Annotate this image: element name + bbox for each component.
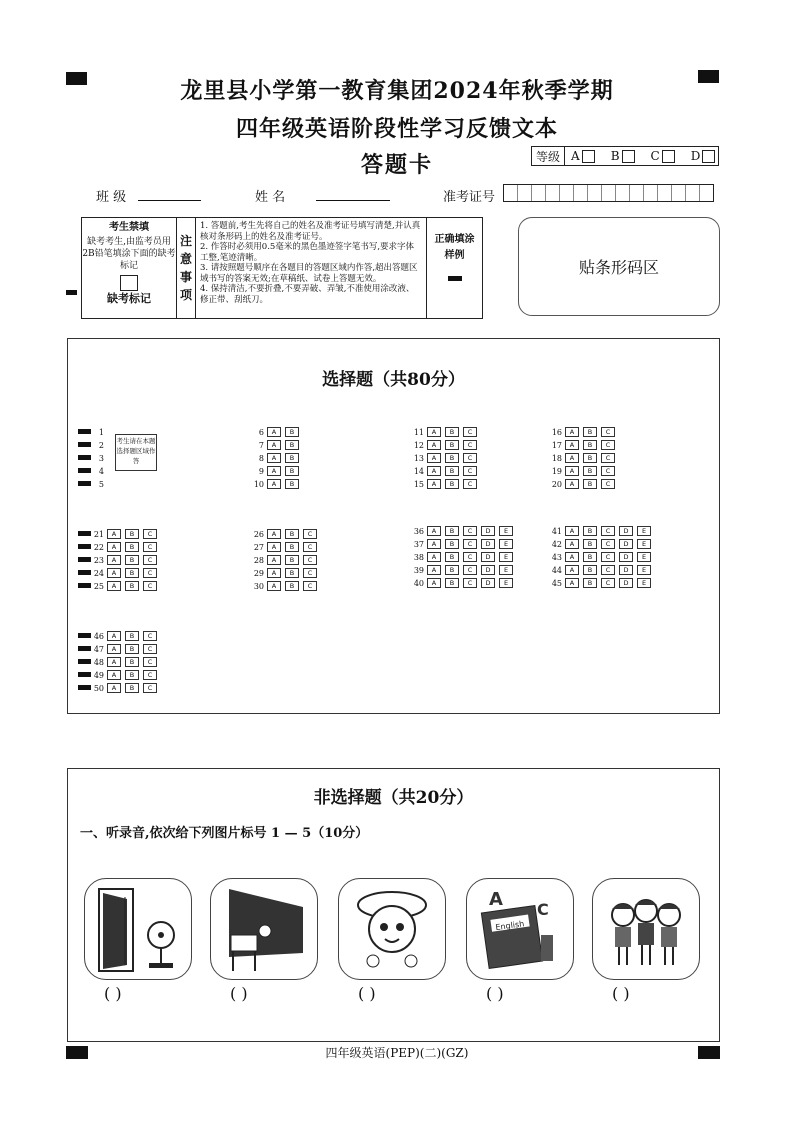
grade-checkbox[interactable] bbox=[702, 150, 715, 163]
answer-bubble[interactable]: A bbox=[267, 479, 281, 489]
question-number: 1 bbox=[98, 427, 104, 437]
answer-bubble[interactable]: E bbox=[499, 552, 513, 562]
exam-number-label: 准考证号 bbox=[443, 190, 496, 205]
answer-bubble[interactable]: D bbox=[481, 552, 495, 562]
answer-bubble[interactable]: D bbox=[619, 539, 633, 549]
answer-bubble[interactable]: B bbox=[445, 578, 459, 588]
answer-bubble[interactable]: B bbox=[125, 555, 139, 565]
answer-bubble[interactable]: C bbox=[143, 581, 157, 591]
answer-bubble[interactable]: B bbox=[583, 440, 597, 450]
fill-sample-mark bbox=[448, 276, 462, 281]
question-number: 28 bbox=[253, 555, 264, 565]
question-number: 41 bbox=[551, 526, 562, 536]
question-number: 19 bbox=[551, 466, 562, 476]
answer-bubble[interactable]: B bbox=[285, 466, 299, 476]
answer-bubble[interactable]: E bbox=[499, 578, 513, 588]
question-number: 36 bbox=[413, 526, 424, 536]
answer-area-note: 考生请在本题选择题区域作答 bbox=[115, 434, 157, 471]
side-mark bbox=[66, 290, 77, 295]
question-number: 40 bbox=[413, 578, 424, 588]
answer-bubble[interactable]: A bbox=[427, 466, 441, 476]
answer-bubble[interactable]: B bbox=[583, 578, 597, 588]
answer-bubble[interactable]: A bbox=[427, 526, 441, 536]
svg-text:C: C bbox=[537, 900, 549, 919]
question-row bbox=[250, 529, 321, 539]
answer-bubble[interactable]: C bbox=[143, 555, 157, 565]
answer-bubble[interactable]: A bbox=[107, 542, 121, 552]
question-number: 22 bbox=[93, 542, 104, 552]
answer-bubble[interactable]: A bbox=[267, 568, 281, 578]
answer-bubble[interactable]: C bbox=[463, 479, 477, 489]
question-row bbox=[548, 565, 655, 575]
answer-bubble[interactable]: B bbox=[583, 565, 597, 575]
answer-bubble[interactable]: A bbox=[427, 552, 441, 562]
grade-box bbox=[531, 146, 719, 166]
question-number: 38 bbox=[413, 552, 424, 562]
note-item: 1. 答题前,考生先将自己的姓名及准考证号填写清楚,并认真核对条形码上的姓名及准考证号。 bbox=[200, 221, 421, 242]
answer-bubble[interactable]: B bbox=[583, 479, 597, 489]
answer-bubble[interactable]: A bbox=[267, 440, 281, 450]
answer-bubble[interactable]: D bbox=[481, 578, 495, 588]
answer-bubble[interactable]: E bbox=[637, 565, 651, 575]
title-answer-sheet: 答题卡 bbox=[360, 152, 433, 178]
notice-table bbox=[81, 217, 483, 319]
answer-bubble[interactable]: B bbox=[125, 644, 139, 654]
answer-bubble[interactable]: B bbox=[285, 568, 299, 578]
question-row bbox=[90, 479, 107, 489]
answer-bubble[interactable]: C bbox=[601, 526, 615, 536]
grade-checkbox[interactable] bbox=[582, 150, 595, 163]
answer-bubble[interactable]: B bbox=[125, 631, 139, 641]
answer-bubble[interactable]: B bbox=[445, 427, 459, 437]
question-number: 11 bbox=[413, 427, 424, 437]
answer-bubble[interactable]: D bbox=[619, 565, 633, 575]
answer-bubble[interactable]: C bbox=[601, 552, 615, 562]
question-row bbox=[90, 440, 107, 450]
answer-bubble[interactable]: B bbox=[445, 526, 459, 536]
question-row bbox=[250, 568, 321, 578]
question-number: 17 bbox=[551, 440, 562, 450]
question-number: 30 bbox=[253, 581, 264, 591]
answer-bubble[interactable]: C bbox=[601, 440, 615, 450]
question-row bbox=[250, 581, 321, 591]
barcode-area bbox=[518, 217, 720, 316]
answer-bubble[interactable]: A bbox=[565, 453, 579, 463]
fill-sample-label: 正确填涂样例 bbox=[434, 234, 475, 261]
answer-bubble[interactable]: C bbox=[143, 542, 157, 552]
answer-bubble[interactable]: A bbox=[427, 578, 441, 588]
answer-bubble[interactable]: E bbox=[499, 539, 513, 549]
answer-bubble[interactable]: A bbox=[107, 529, 121, 539]
barcode-label: 贴条形码区 bbox=[578, 258, 659, 277]
question-row bbox=[250, 440, 303, 450]
question-number: 2 bbox=[98, 440, 104, 450]
answer-bubble[interactable]: A bbox=[565, 427, 579, 437]
answer-bubble[interactable]: C bbox=[143, 568, 157, 578]
answer-bubble[interactable]: B bbox=[125, 657, 139, 667]
question-number: 25 bbox=[93, 581, 104, 591]
answer-bubble[interactable]: E bbox=[499, 526, 513, 536]
title-school: 龙里县小学第一教育集团2024年秋季学期 bbox=[180, 78, 614, 104]
answer-bubble[interactable]: B bbox=[583, 526, 597, 536]
answer-bubble[interactable]: E bbox=[637, 552, 651, 562]
answer-bubble[interactable]: A bbox=[267, 453, 281, 463]
grade-option-b[interactable]: B bbox=[611, 149, 635, 163]
answer-bubble[interactable]: A bbox=[107, 631, 121, 641]
answer-bubble[interactable]: C bbox=[601, 466, 615, 476]
answer-bubble[interactable]: A bbox=[107, 683, 121, 693]
answer-bubble[interactable]: B bbox=[125, 568, 139, 578]
question-row bbox=[548, 453, 619, 463]
class-label: 班 级 bbox=[96, 190, 127, 205]
answer-bubble[interactable]: A bbox=[107, 581, 121, 591]
answer-bubble[interactable]: A bbox=[565, 466, 579, 476]
question-row bbox=[410, 539, 517, 549]
answer-bubble[interactable]: C bbox=[463, 539, 477, 549]
answer-bubble[interactable]: C bbox=[303, 529, 317, 539]
question-number: 26 bbox=[253, 529, 264, 539]
non-choice-title: 非选择题（共20分） bbox=[313, 788, 474, 808]
answer-bubble[interactable]: D bbox=[619, 578, 633, 588]
title-test: 四年级英语阶段性学习反馈文本 bbox=[235, 116, 558, 142]
answer-bubble[interactable]: A bbox=[427, 427, 441, 437]
note-item: 3. 请按照题号顺序在各题目的答题区域内作答,超出答题区域书写的答案无效;在草稿纸、试卷上答题无效。 bbox=[200, 263, 418, 284]
answer-bubble[interactable]: A bbox=[427, 565, 441, 575]
answer-bubble[interactable]: B bbox=[445, 552, 459, 562]
picture-girl bbox=[338, 878, 446, 980]
answer-bubble[interactable]: B bbox=[285, 581, 299, 591]
question-number: 12 bbox=[413, 440, 424, 450]
question-row bbox=[90, 670, 161, 680]
answer-bubble[interactable]: B bbox=[285, 479, 299, 489]
question-number: 7 bbox=[258, 440, 264, 450]
question-row bbox=[250, 453, 303, 463]
question-row bbox=[410, 552, 517, 562]
question-row bbox=[548, 578, 655, 588]
question-row bbox=[250, 555, 321, 565]
answer-bubble[interactable]: C bbox=[601, 427, 615, 437]
question-row bbox=[90, 529, 161, 539]
question-number: 44 bbox=[551, 565, 562, 575]
answer-bubble[interactable]: C bbox=[463, 565, 477, 575]
question-number: 15 bbox=[413, 479, 424, 489]
answer-bubble[interactable]: C bbox=[463, 526, 477, 536]
question-row bbox=[548, 539, 655, 549]
name-field[interactable] bbox=[316, 200, 390, 201]
question-row bbox=[90, 542, 161, 552]
question-number: 42 bbox=[551, 539, 562, 549]
examinee-only-text: 缺考考生,由监考员用2B铅笔填涂下面的缺考标记 bbox=[82, 237, 176, 271]
answer-paren-1[interactable]: ( ) bbox=[104, 984, 122, 1003]
answer-bubble[interactable]: C bbox=[143, 631, 157, 641]
notes-heading: 注 意 事 项 bbox=[177, 218, 196, 318]
answer-bubble[interactable]: A bbox=[107, 644, 121, 654]
answer-bubble[interactable]: A bbox=[565, 565, 579, 575]
question-row bbox=[90, 644, 161, 654]
answer-bubble[interactable]: B bbox=[285, 542, 299, 552]
answer-bubble[interactable]: A bbox=[565, 578, 579, 588]
answer-bubble[interactable]: B bbox=[125, 529, 139, 539]
grade-label: 等级 bbox=[532, 147, 565, 165]
question-number: 20 bbox=[551, 479, 562, 489]
question-number: 16 bbox=[551, 427, 562, 437]
answer-bubble[interactable]: D bbox=[619, 552, 633, 562]
answer-bubble[interactable]: B bbox=[125, 542, 139, 552]
question-row bbox=[548, 466, 619, 476]
answer-bubble[interactable]: C bbox=[463, 440, 477, 450]
answer-bubble[interactable]: A bbox=[565, 479, 579, 489]
answer-bubble[interactable]: C bbox=[463, 427, 477, 437]
question-number: 21 bbox=[93, 529, 104, 539]
grade-checkbox[interactable] bbox=[662, 150, 675, 163]
question-row bbox=[90, 453, 107, 463]
blackboard-illustration bbox=[211, 879, 317, 979]
answer-bubble[interactable]: C bbox=[463, 453, 477, 463]
question-row bbox=[548, 552, 655, 562]
question-row bbox=[548, 440, 619, 450]
answer-bubble[interactable]: B bbox=[285, 440, 299, 450]
answer-bubble[interactable]: B bbox=[583, 427, 597, 437]
question-row bbox=[90, 581, 161, 591]
answer-bubble[interactable]: B bbox=[445, 479, 459, 489]
question-number: 3 bbox=[98, 453, 104, 463]
question-row bbox=[90, 466, 107, 476]
question-number: 24 bbox=[93, 568, 104, 578]
absent-mark-label: 缺考标记 bbox=[107, 292, 151, 305]
answer-bubble[interactable]: E bbox=[499, 565, 513, 575]
answer-bubble[interactable]: B bbox=[285, 453, 299, 463]
multiple-choice-title: 选择题（共80分） bbox=[322, 370, 465, 390]
picture-english-books bbox=[466, 878, 574, 980]
children-illustration bbox=[593, 879, 699, 979]
answer-bubble[interactable]: C bbox=[463, 552, 477, 562]
grade-option-d[interactable]: D bbox=[691, 149, 716, 163]
exam-number-boxes[interactable] bbox=[503, 184, 714, 202]
question-row bbox=[250, 479, 303, 489]
answer-bubble[interactable]: D bbox=[619, 526, 633, 536]
answer-bubble[interactable]: D bbox=[481, 565, 495, 575]
answer-bubble[interactable]: C bbox=[601, 453, 615, 463]
answer-bubble[interactable]: B bbox=[583, 453, 597, 463]
answer-bubble[interactable]: A bbox=[107, 555, 121, 565]
question-row bbox=[410, 440, 481, 450]
question-number: 13 bbox=[413, 453, 424, 463]
answer-bubble[interactable]: C bbox=[143, 683, 157, 693]
answer-bubble[interactable]: A bbox=[107, 670, 121, 680]
question-row bbox=[90, 683, 161, 693]
answer-bubble[interactable]: A bbox=[565, 552, 579, 562]
grade-checkbox[interactable] bbox=[622, 150, 635, 163]
answer-bubble[interactable]: A bbox=[427, 440, 441, 450]
answer-bubble[interactable]: A bbox=[565, 539, 579, 549]
answer-bubble[interactable]: C bbox=[143, 657, 157, 667]
question-row bbox=[410, 479, 481, 489]
answer-bubble[interactable]: A bbox=[267, 581, 281, 591]
question-row bbox=[410, 453, 481, 463]
answer-bubble[interactable]: A bbox=[565, 526, 579, 536]
answer-paren-3[interactable]: ( ) bbox=[358, 984, 376, 1003]
answer-bubble[interactable]: A bbox=[267, 529, 281, 539]
grade-option-a[interactable]: A bbox=[571, 149, 595, 163]
question-number: 10 bbox=[253, 479, 264, 489]
question-row bbox=[90, 555, 161, 565]
question-number: 14 bbox=[413, 466, 424, 476]
question-number: 23 bbox=[93, 555, 104, 565]
answer-bubble[interactable]: B bbox=[445, 466, 459, 476]
answer-bubble[interactable]: C bbox=[143, 644, 157, 654]
girl-illustration bbox=[339, 879, 445, 979]
question-number: 29 bbox=[253, 568, 264, 578]
question-row bbox=[410, 427, 481, 437]
answer-bubble[interactable]: B bbox=[445, 539, 459, 549]
answer-bubble[interactable]: A bbox=[267, 542, 281, 552]
answer-bubble[interactable]: A bbox=[267, 466, 281, 476]
question-row bbox=[410, 578, 517, 588]
picture-door-fan bbox=[84, 878, 192, 980]
question-number: 6 bbox=[258, 427, 264, 437]
answer-bubble[interactable]: B bbox=[125, 683, 139, 693]
examinee-only-cell bbox=[82, 218, 177, 318]
question-row bbox=[250, 466, 303, 476]
answer-bubble[interactable]: C bbox=[463, 578, 477, 588]
question-row bbox=[548, 526, 655, 536]
svg-text:English: English bbox=[494, 919, 525, 933]
answer-bubble[interactable]: A bbox=[267, 427, 281, 437]
question-number: 50 bbox=[93, 683, 104, 693]
question-row bbox=[250, 542, 321, 552]
answer-bubble[interactable]: C bbox=[601, 565, 615, 575]
answer-bubble[interactable]: D bbox=[481, 526, 495, 536]
answer-bubble[interactable]: C bbox=[303, 568, 317, 578]
footer-text: 四年级英语(PEP)(二)(GZ) bbox=[325, 1046, 469, 1060]
question-row bbox=[90, 631, 161, 641]
fill-sample-cell bbox=[427, 218, 482, 318]
answer-bubble[interactable]: B bbox=[125, 581, 139, 591]
question-row bbox=[410, 526, 517, 536]
question-number: 8 bbox=[258, 453, 264, 463]
question-number: 45 bbox=[551, 578, 562, 588]
answer-bubble[interactable]: B bbox=[583, 466, 597, 476]
name-label: 姓 名 bbox=[255, 190, 286, 205]
answer-bubble[interactable]: C bbox=[143, 529, 157, 539]
answer-paren-4[interactable]: ( ) bbox=[486, 984, 504, 1003]
question-row bbox=[250, 427, 303, 437]
answer-bubble[interactable]: C bbox=[303, 555, 317, 565]
question-row bbox=[410, 565, 517, 575]
question-row bbox=[548, 427, 619, 437]
answer-bubble[interactable]: C bbox=[601, 479, 615, 489]
answer-bubble[interactable]: C bbox=[303, 542, 317, 552]
class-field[interactable] bbox=[138, 200, 201, 201]
answer-bubble[interactable]: E bbox=[637, 526, 651, 536]
question-number: 48 bbox=[93, 657, 104, 667]
grade-option-c[interactable]: C bbox=[651, 149, 675, 163]
question-number: 39 bbox=[413, 565, 424, 575]
answer-bubble[interactable]: C bbox=[143, 670, 157, 680]
answer-bubble[interactable]: A bbox=[565, 440, 579, 450]
question-number: 18 bbox=[551, 453, 562, 463]
answer-bubble[interactable]: C bbox=[303, 581, 317, 591]
note-item: 4. 保持清洁,不要折叠,不要弄破、弄皱,不准使用涂改液、修正带、刮纸刀。 bbox=[200, 284, 415, 305]
answer-bubble[interactable]: A bbox=[427, 453, 441, 463]
question-row bbox=[410, 466, 481, 476]
answer-bubble[interactable]: C bbox=[463, 466, 477, 476]
note-item: 2. 作答时必须用0.5毫米的黑色墨迹签字笔书写,要求字体工整,笔迹清晰。 bbox=[200, 242, 415, 263]
english-books-illustration bbox=[467, 879, 573, 979]
answer-bubble[interactable]: D bbox=[481, 539, 495, 549]
answer-bubble[interactable]: A bbox=[427, 479, 441, 489]
answer-paren-2[interactable]: ( ) bbox=[230, 984, 248, 1003]
question-number: 4 bbox=[98, 466, 104, 476]
question-number: 46 bbox=[93, 631, 104, 641]
answer-bubble[interactable]: E bbox=[637, 578, 651, 588]
picture-children bbox=[592, 878, 700, 980]
answer-bubble[interactable]: B bbox=[285, 555, 299, 565]
listening-question: 一、听录音,依次给下列图片标号 1 — 5（10分） bbox=[80, 826, 369, 841]
answer-bubble[interactable]: C bbox=[601, 578, 615, 588]
question-row bbox=[90, 657, 161, 667]
question-number: 27 bbox=[253, 542, 264, 552]
notes-list bbox=[196, 218, 427, 318]
question-row bbox=[90, 568, 161, 578]
question-number: 5 bbox=[98, 479, 104, 489]
answer-bubble[interactable]: A bbox=[107, 568, 121, 578]
answer-bubble[interactable]: B bbox=[125, 670, 139, 680]
answer-bubble[interactable]: B bbox=[583, 552, 597, 562]
answer-bubble[interactable]: A bbox=[427, 539, 441, 549]
answer-bubble[interactable]: B bbox=[445, 453, 459, 463]
question-number: 49 bbox=[93, 670, 104, 680]
answer-paren-5[interactable]: ( ) bbox=[612, 984, 630, 1003]
answer-bubble[interactable]: B bbox=[445, 565, 459, 575]
answer-bubble[interactable]: A bbox=[107, 657, 121, 667]
question-number: 47 bbox=[93, 644, 104, 654]
picture-blackboard bbox=[210, 878, 318, 980]
answer-bubble[interactable]: B bbox=[285, 427, 299, 437]
svg-text:A: A bbox=[489, 889, 503, 910]
answer-bubble[interactable]: B bbox=[445, 440, 459, 450]
question-number: 43 bbox=[551, 552, 562, 562]
answer-bubble[interactable]: A bbox=[267, 555, 281, 565]
answer-bubble[interactable]: B bbox=[583, 539, 597, 549]
question-row bbox=[90, 427, 107, 437]
answer-bubble[interactable]: E bbox=[637, 539, 651, 549]
question-number: 9 bbox=[258, 466, 264, 476]
absent-checkbox[interactable] bbox=[120, 275, 138, 291]
answer-bubble[interactable]: C bbox=[601, 539, 615, 549]
examinee-only-title: 考生禁填 bbox=[109, 222, 149, 233]
answer-bubble[interactable]: B bbox=[285, 529, 299, 539]
question-row bbox=[548, 479, 619, 489]
question-number: 37 bbox=[413, 539, 424, 549]
door-fan-illustration bbox=[85, 879, 191, 979]
